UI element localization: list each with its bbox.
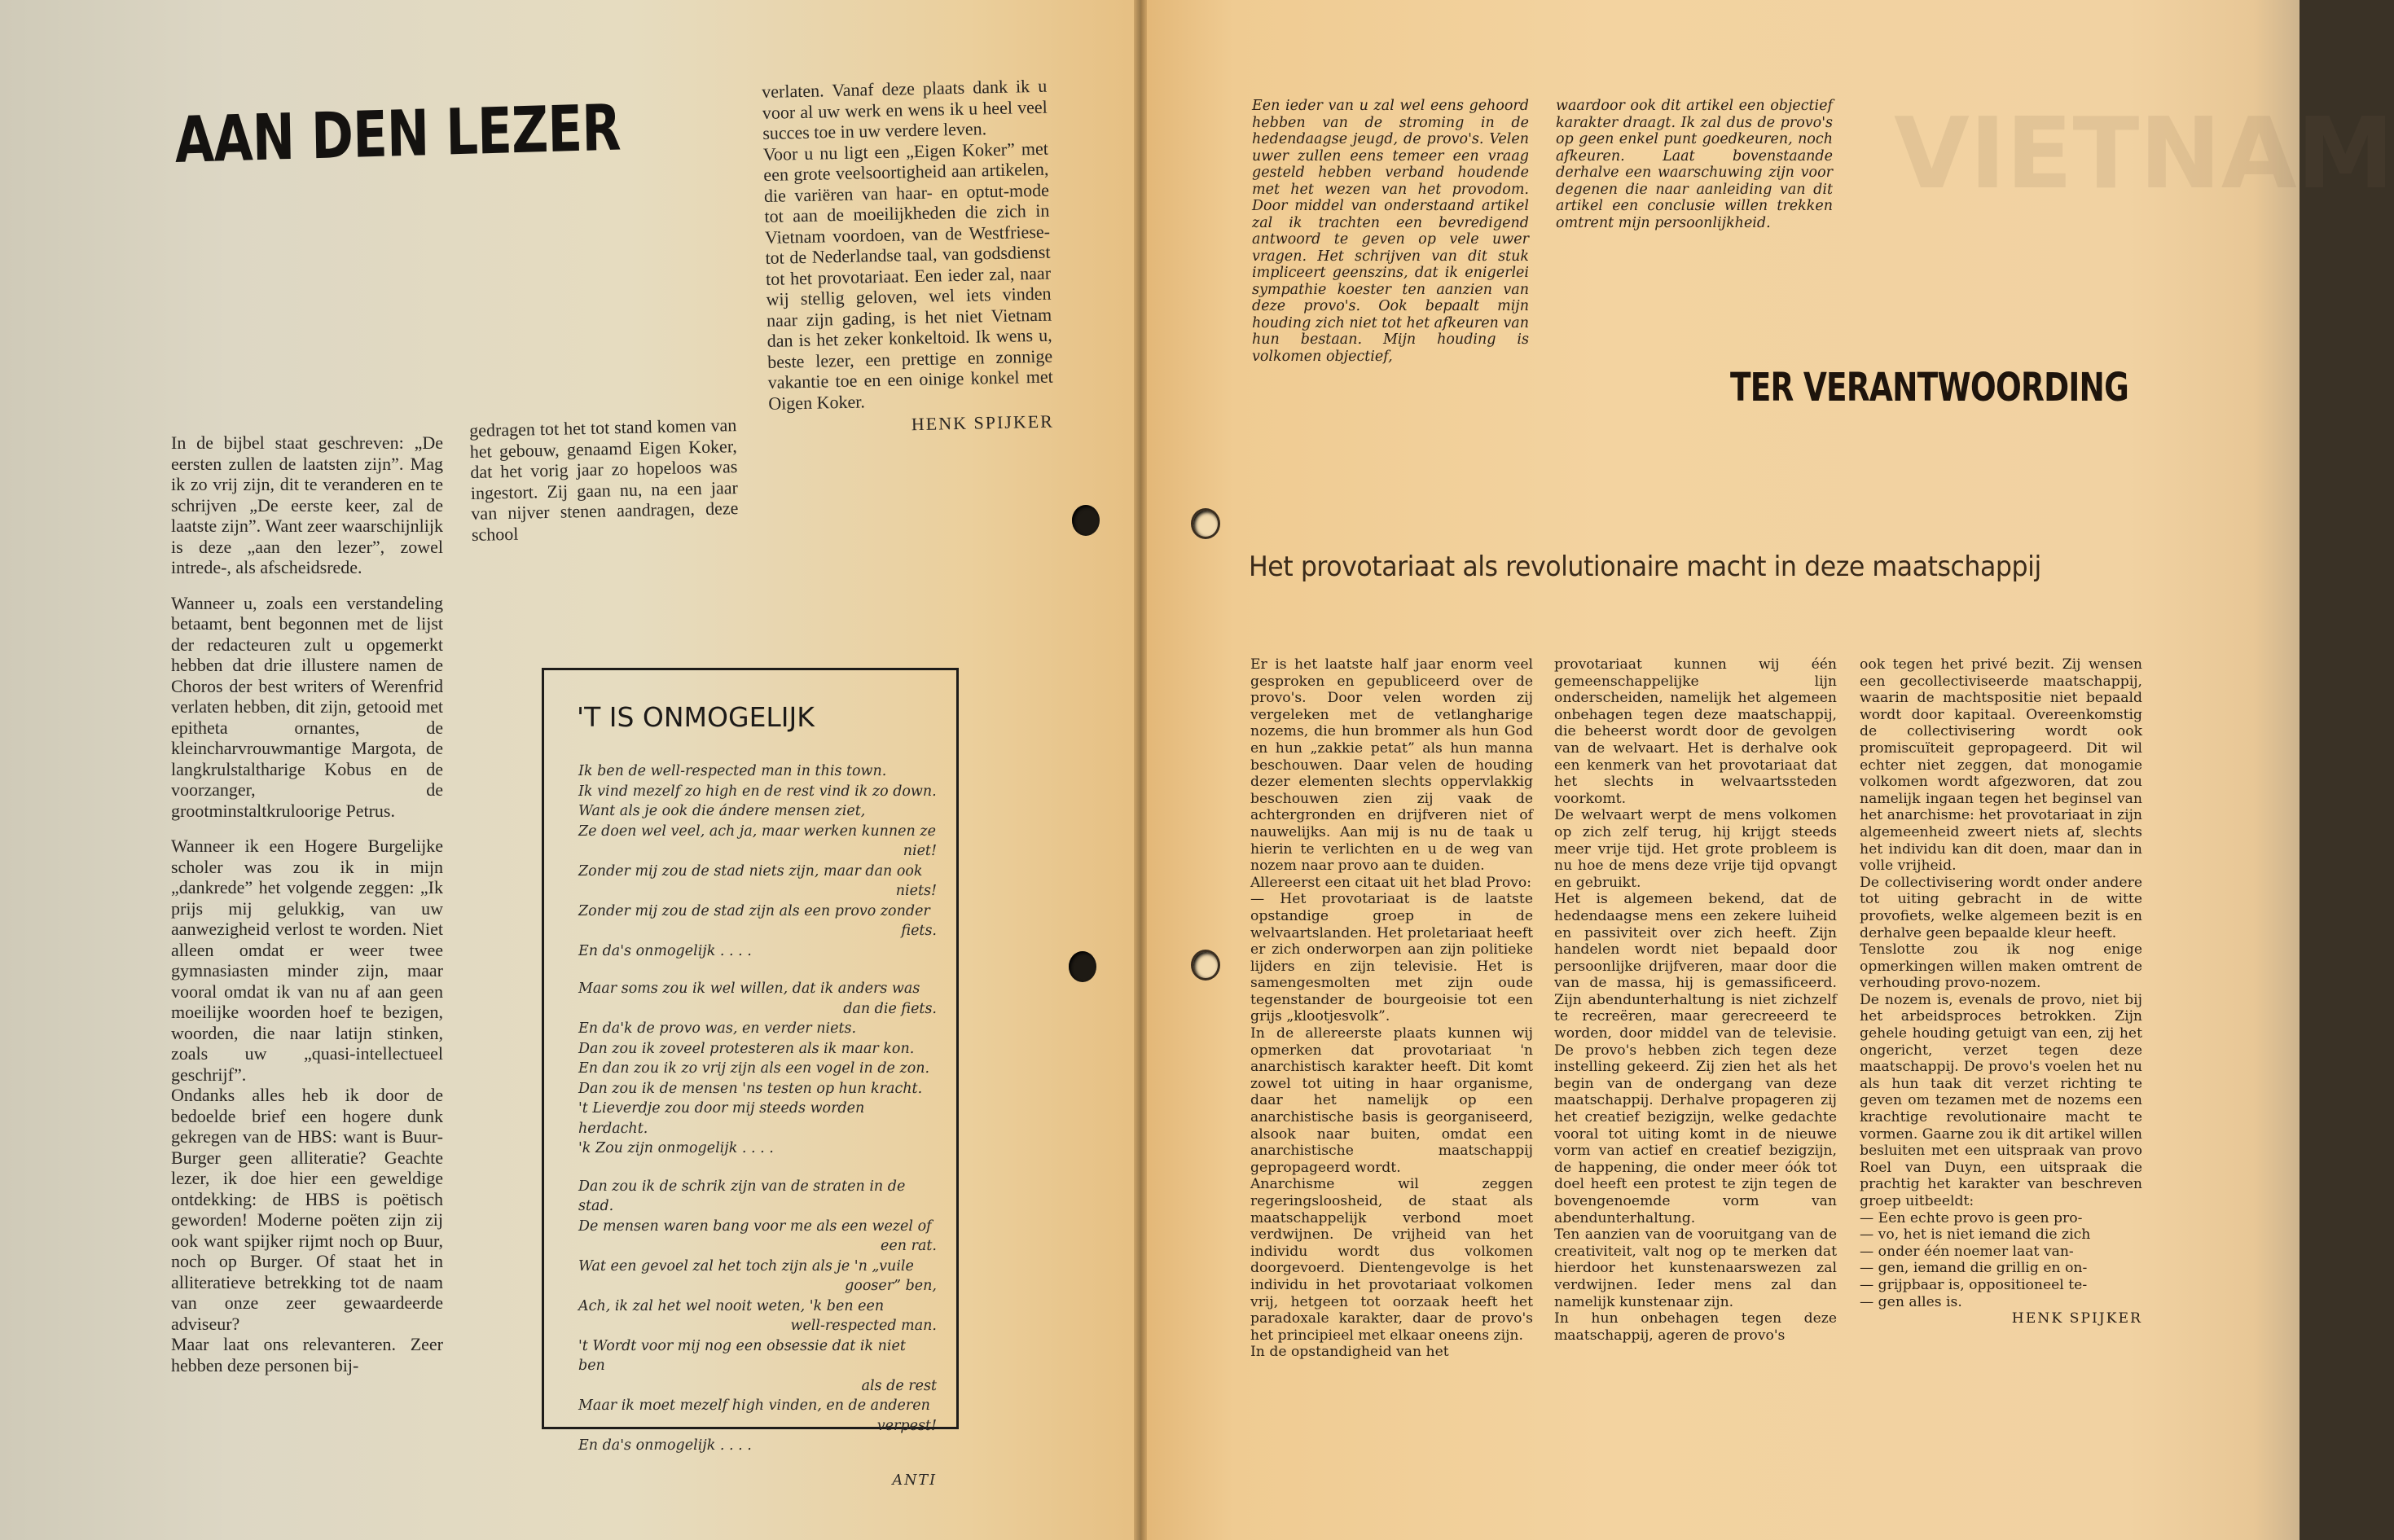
quote-line: — gen, iemand die grillig en on- bbox=[1860, 1260, 2088, 1277]
poem-line-continuation: niets! bbox=[895, 883, 937, 899]
punch-hole bbox=[1191, 950, 1220, 981]
punch-hole bbox=[1069, 951, 1096, 982]
stanza-break bbox=[578, 961, 937, 979]
article-column-2 bbox=[1554, 656, 1837, 1344]
poem-box bbox=[542, 668, 959, 1489]
paragraph: Wanneer u, zoals een verstandeling betaamt, bent begonnen met de lijst der redacteuren zult u opgemerkt hebben dat drie illustere namen de Choros der best writers of Werenfrid verlaten hebben, dit zijn, getooid met epitheta ornantes, de kleincharvrouwmantige Margota, de langkrulstaltharige Kobus en de voorzanger, de grootminstaltkruloorige Petrus. bbox=[171, 592, 443, 821]
paragraph: provotariaat kunnen wij één gemeenschappelijke lijn onderscheiden, namelijk het algemeen onbehagen tegen deze maatschappij, die beheerst wordt door de gevolgen van de welvaart. Het is derhalve ook een kenmerk van het provotariaat dat het slechts in welvaartssteden voorkomt. bbox=[1554, 656, 1837, 807]
poem-line-continuation: gooser” ben, bbox=[845, 1278, 937, 1294]
poem-line-continuation: een rat. bbox=[881, 1238, 937, 1254]
poem-title: 'T IS ONMOGELIJK bbox=[577, 701, 815, 733]
paragraph: Maar laat ons relevanteren. Zeer hebben deze personen bij- bbox=[171, 1334, 443, 1375]
quote-line: — grijpbaar is, oppositioneel te- bbox=[1860, 1276, 2088, 1293]
paragraph: De collectivisering wordt onder andere tot uiting gebracht in de witte provofiets, welke algemeen bezit is en derhalve geen bepaalde kleur heeft. bbox=[1860, 874, 2142, 941]
article-column-1 bbox=[1250, 656, 1533, 1361]
quote-line: — Een echte provo is geen pro- bbox=[1860, 1209, 2083, 1226]
heading-ter-verantwoording: TER VERANTWOORDING bbox=[1730, 365, 2129, 410]
quote-line: — onder één noemer laat van- bbox=[1860, 1243, 2074, 1260]
paragraph: Voor u nu ligt een „Eigen Koker” met een grote veelsoortigheid aan artikelen, die variëren van haar- en optut-mode tot aan de moeilijkheden die zich in Vietnam voordoen, van de Westfriese- tot de Nederlandse taal, van godsdienst tot het provotariaat. Een ieder zal, naar wij stellig geloven, wel iets vinden naar zijn gading, is het niet Vietnam dan is het zeker konkeltoid. Ik wens u, beste lezer, een prettige en zonnige vakantie toe en een oinige konkel met Oigen Koker. bbox=[762, 138, 1053, 414]
poem-line-continuation: dan die fiets. bbox=[843, 1000, 937, 1017]
editorial-column-3 bbox=[762, 76, 1054, 438]
poem-line: Ze doen wel veel, ach ja, maar werken kunnen ze bbox=[578, 823, 936, 840]
author-signature: HENK SPIJKER bbox=[2011, 1310, 2142, 1327]
quote-paragraph: — Het provotariaat is de laatste opstandige groep in de welvaartslanden. Het proletariaat heeft er zich onderworpen aan zijn politieke lijders en zijn televisie. Het is samengesmolten met zijn oude tegenstander de bourgeoisie tot een grijs „klootjesvolk”. bbox=[1250, 891, 1533, 1025]
poem-line: Maar soms zou ik wel willen, dat ik anders was bbox=[578, 981, 920, 997]
article-column-3 bbox=[1860, 656, 2142, 1327]
paragraph: Tenslotte zou ik nog enige opmerkingen willen maken omtrent de verhouding provo-nozem. bbox=[1860, 941, 2142, 992]
paragraph: Ten aanzien van de vooruitgang van de creativiteit, valt nog op te merken dat hierdoor het kunstenaarswezen zal verdwijnen. Ieder mens zal dan namelijk kunstenaar zijn. bbox=[1554, 1226, 1837, 1310]
poem-line: De mensen waren bang voor me als een wezel of bbox=[578, 1218, 932, 1235]
paragraph: gedragen tot het tot stand komen van het gebouw, genaamd Eigen Koker, dat het vorig jaar zo hopeloos was ingestort. Zij gaan nu, na een jaar van nijver stenen aandragen, deze school bbox=[469, 415, 739, 545]
poem-line-continuation: verpest! bbox=[876, 1417, 937, 1434]
punch-hole bbox=[1072, 505, 1100, 536]
paragraph: Wanneer ik een Hogere Burgelijke scholer was zou ik in mijn „dankrede” het volgende zeggen: „Ik prijs mij gelukkig, van uw aanwezigheid verlost te worden. Niet alleen omdat er weer twee gymnasiasten minder zijn, maar vooral omdat ik van nu af aan geen moeilijke woorden hoef te bezigen, woorden, die naar latijn stinken, zoals uw „quasi-intellectueel geschrijf”. bbox=[171, 836, 443, 1085]
paragraph: verlaten. Vanaf deze plaats dank ik u voor al uw werk en wens ik u heel veel succes toe in uw verdere leven. bbox=[762, 75, 1048, 143]
poem-line: En da's onmogelijk . . . . bbox=[578, 942, 752, 959]
paragraph: De nozem is, evenals de provo, niet bij het arbeidsproces betrokken. Zijn gehele houding getuigt van een, zij het ongericht, verzet tegen deze maatschappij. De provo's voelen het nu als hun taak dit verzet richting te geven om tezamen met de nozems een krachtige revolutionaire macht te vormen. Gaarne zou ik dit artikel willen besluiten met een uitspraak van provo Roel van Duyn, een uitspraak die prachtig het karakter van beschreven groep uitbeeldt: bbox=[1860, 991, 2142, 1209]
editorial-column-1 bbox=[171, 432, 443, 1375]
paragraph: Ondanks alles heb ik door de bedoelde brief een hogere dunk gekregen van de HBS: want is Buur-Burger geen alliteratie? Geachte lezer, ik doe hier een geweldige ontdekking: de HBS is poëtisch geworden! Moderne poëten zijn zij ook want spijker rijmt noch op Buur, noch op Burger. Of staat het in alliteratieve betrekking tot de naam van onze zeer gewaardeerde adviseur? bbox=[171, 1085, 443, 1334]
poem-line-continuation: als de rest bbox=[861, 1377, 937, 1394]
paragraph: ook tegen het privé bezit. Zij wensen een gecollectiviseerde maatschappij, waarin de machtspositie niet bepaald wordt door kapitaal. Overeenkomstig de collectivisering wordt ook promiscuïteit gepropageerd. Dit wil echter niet zeggen, dat monogamie volkomen wordt afgezworen, dat zou namelijk ingaan tegen het beginsel van het anarchisme: het provotariaat in zijn algemeenheid zweert niets af, slechts het individu kan dit doen, maar dan in volle vrijheid. bbox=[1860, 656, 2142, 875]
poem-text bbox=[578, 761, 937, 1490]
poem-line-continuation: well-respected man. bbox=[790, 1318, 937, 1334]
article-subtitle: Het provotariaat als revolutionaire macht in deze maatschappij bbox=[1249, 551, 2041, 583]
poem-line: En da'k de provo was, en verder niets. bbox=[578, 1020, 857, 1037]
editorial-column-2 bbox=[469, 415, 739, 545]
paragraph: In de bijbel staat geschreven: „De eersten zullen de laatsten zijn”. Mag ik zo vrij zijn, dit te veranderen en te schrijven „De eerste keer, zal de laatste zijn”. Want zeer waarschijnlijk is deze „aan den lezer”, zowel intrede-, als afscheidsrede. bbox=[171, 432, 443, 577]
stanza-break bbox=[578, 1159, 937, 1177]
magazine-spine bbox=[1134, 0, 1147, 1540]
bleed-through-heading: VIETNAM bbox=[1894, 98, 2394, 211]
quote-line: — vo, het is niet iemand die zich bbox=[1860, 1226, 2091, 1244]
poem-line: Zonder mij zou de stad niets zijn, maar dan ook bbox=[578, 862, 923, 880]
quote-line: — gen alles is. bbox=[1860, 1293, 1962, 1310]
poem-line: Wat een gevoel zal het toch zijn als je 'n „vuile bbox=[578, 1257, 914, 1275]
poem-line: En dan zou ik zo vrij zijn als een vogel in de zon. bbox=[578, 1060, 930, 1077]
poem-line: Dan zou ik de schrik zijn van de straten in de stad. bbox=[578, 1178, 906, 1214]
paragraph: Anarchisme wil zeggen regeringsloosheid, de staat als maatschappelijk verbond moet verdwijnen. De vrijheid van het individu wordt dus volkomen doorgevoerd. Dientengevolge is het individu in het provotariaat volkomen vrij, hetgeen tot oorzaak heeft het paradoxale karakter, daar de provo's het principieel met elkaar oneens zijn. bbox=[1250, 1176, 1533, 1344]
poem-line: 't Wordt voor mij nog een obsessie dat ik niet ben bbox=[578, 1337, 906, 1374]
intro-column-1: Een ieder van u zal wel eens gehoord hebben van de stroming in de hedendaagse jeugd, de provo's. Velen uwer zullen eens temeer een vraag gesteld hebben verband houdende met het wezen van het provodom. Door middel van onderstaand artikel zal ik trachten een bevredigend antwoord te geven op vele uwer vragen. Het schrijven van dit stuk impliceert geenszins, dat ik enigerlei sympathie koester ten aanzien van deze provo's. Ook bepaalt mijn houding zich niet tot het afkeuren van hun bestaan. Mijn houding is volkomen objectief, bbox=[1252, 98, 1529, 365]
paragraph: De welvaart werpt de mens volkomen op zich zelf terug, hij krijgt steeds meer vrije tijd. Het grote probleem is nu hoe de mens deze vrije tijd opvangt en gebruikt. bbox=[1554, 807, 1837, 891]
poem-signature: ANTI bbox=[892, 1472, 937, 1489]
author-signature: HENK SPIJKER bbox=[911, 410, 1055, 435]
paragraph: In hun onbehagen tegen deze maatschappij, ageren de provo's bbox=[1554, 1310, 1837, 1344]
poem-line: Want als je ook die ándere mensen ziet, bbox=[578, 803, 866, 819]
poem-line-continuation: fiets. bbox=[901, 923, 937, 939]
poem-line: 'k Zou zijn onmogelijk . . . . bbox=[578, 1140, 774, 1156]
poem-line: En da's onmogelijk . . . . bbox=[578, 1437, 752, 1454]
poem-line: Ach, ik zal het wel nooit weten, 'k ben een bbox=[578, 1297, 885, 1314]
poem-line: Dan zou ik zoveel protesteren als ik maar kon. bbox=[578, 1040, 915, 1057]
paragraph: Er is het laatste half jaar enorm veel gesproken en gepubliceerd over de provo's. Door velen worden zij vergeleken met de vetlangharige nozems, die hun brommer als hun God en hun „zakkie petat” als hun manna beschouwen. Daar velen de houding dezer elementen slechts oppervlakkig beschouwen zien zij vaak de achtergronden en drijfveren niet of nauwelijks. Aan mij is nu de taak u hierin te verlichten en u de weg van nozem naar provo aan te duiden. bbox=[1250, 656, 1533, 875]
intro-column-2: waardoor ook dit artikel een objectief karakter draagt. Ik zal dus de provo's op geen enkel punt goedkeuren, noch afkeuren. Laat bovenstaande derhalve een waarschuwing zijn voor degenen die naar aanleiding van dit artikel een conclusie willen trekken omtrent mijn persoonlijkheid. bbox=[1556, 98, 1833, 231]
paragraph: Het is algemeen bekend, dat de hedendaagse mens een zekere luiheid en passiviteit over zich heeft. Zijn handelen wordt niet bepaald door persoonlijke drijfveren, maar door die van de massa, hij is gemassificeerd. Zijn abendunterhaltung is niet zichzelf te recreëren, maar gerecreeerd te worden, door middel van de televisie. De provo's hebben zich tegen deze instelling gekeerd. Zij zien het als het begin van de ondergang van deze maatschappij. Derhalve propageren zij het creatief bezigzijn, welke gedachte vooral tot uiting komt in de nieuwe vorm van actief en creatief bezigzijn, de happening, die onder meer óók tot doel heeft een protest te zijn tegen de bovengenoemde vorm van abendunterhaltung. bbox=[1554, 891, 1837, 1226]
paragraph: In de opstandigheid van het bbox=[1250, 1344, 1449, 1361]
poem-line: Maar ik moet mezelf high vinden, en de anderen bbox=[578, 1397, 930, 1414]
paragraph: In de allereerste plaats kunnen wij opmerken dat provotariaat 'n anarchistisch karakter heeft. Dit komt zowel tot uiting in haar organisme, daar het namelijk op een anarchistische basis is georganiseerd, alsook naar buiten, omdat een anarchistische maatschappij gepropageerd wordt. bbox=[1250, 1025, 1533, 1176]
punch-hole bbox=[1191, 508, 1220, 539]
poem-line: Ik vind mezelf zo high en de rest vind ik zo down. bbox=[578, 783, 937, 800]
heading-aan-den-lezer: AAN DEN LEZER bbox=[174, 91, 622, 178]
poem-line: Zonder mij zou de stad zijn als een provo zonder bbox=[578, 902, 930, 919]
poem-line-continuation: niet! bbox=[903, 843, 937, 859]
poem-line: 't Lieverdje zou door mij steeds worden herdacht. bbox=[578, 1100, 865, 1137]
poem-line: Dan zou ik de mensen 'ns testen op hun kracht. bbox=[578, 1080, 923, 1097]
poem-line: Ik ben de well-respected man in this town. bbox=[578, 763, 887, 779]
paragraph: Allereerst een citaat uit het blad Provo: bbox=[1250, 874, 1532, 891]
